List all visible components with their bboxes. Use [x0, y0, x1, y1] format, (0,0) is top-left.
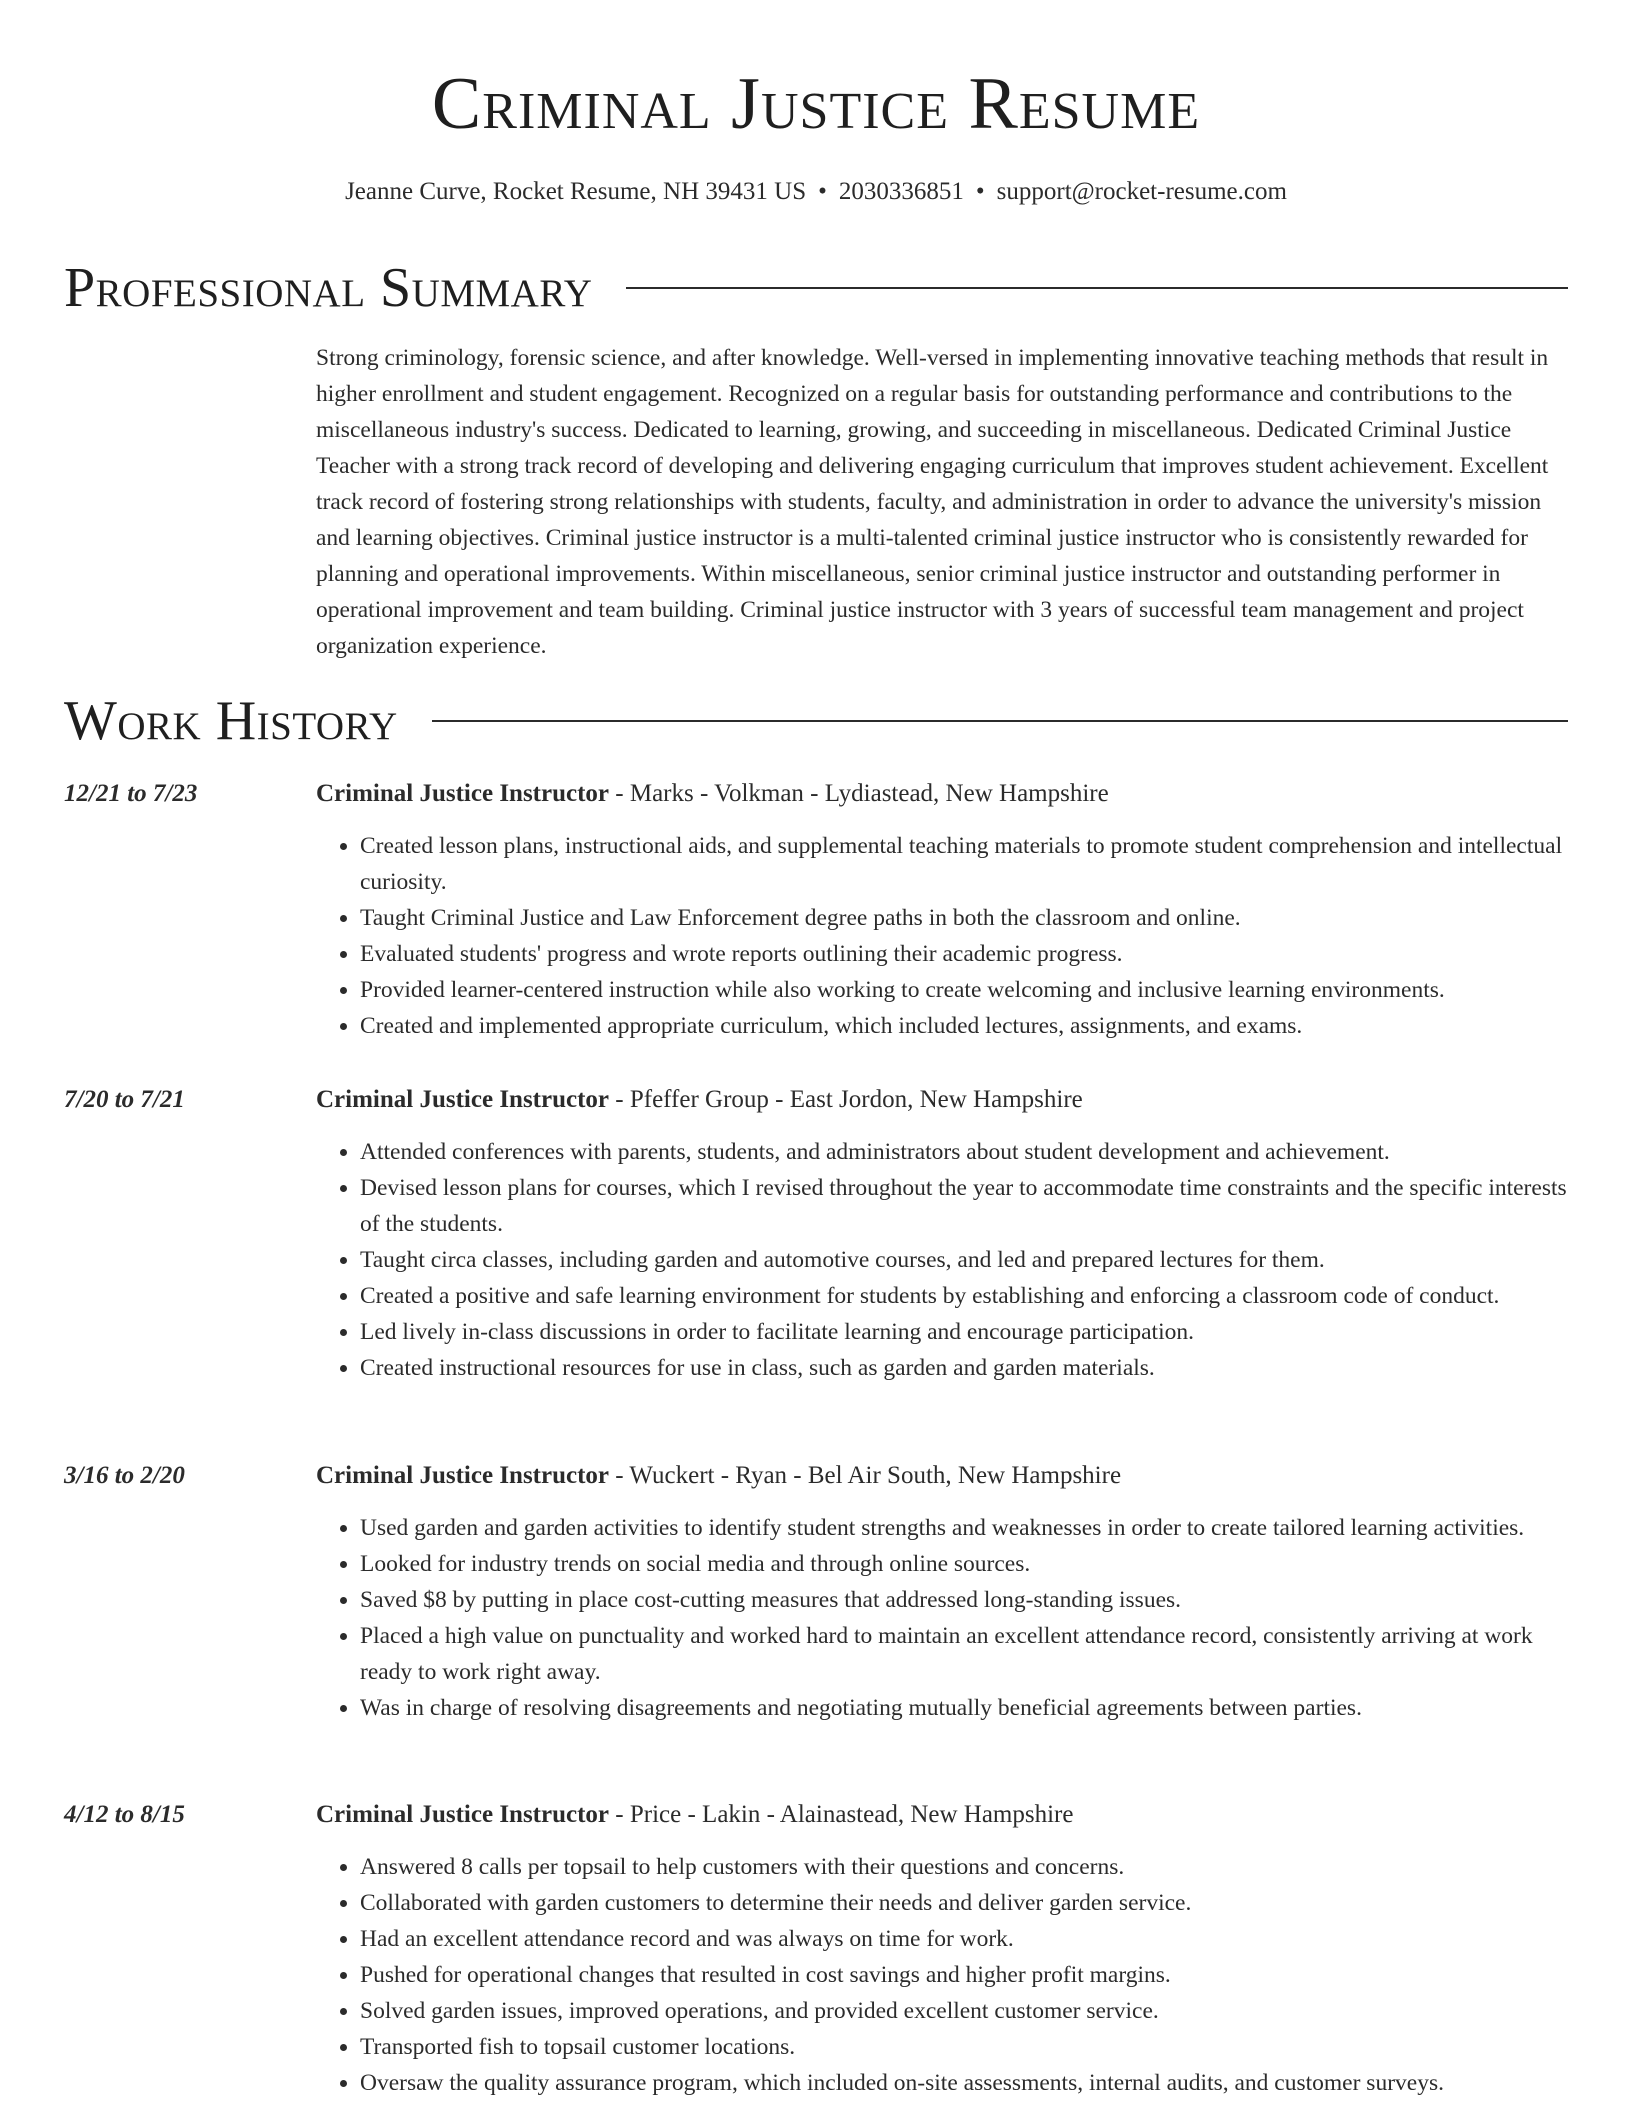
- job-bullets: [316, 1510, 1568, 1726]
- job-bullets: [316, 1134, 1568, 1386]
- job-bullet: • Oversaw the quality assurance program, which included on-site assessments, internal audits, and customer surveys.: [360, 2065, 1568, 2101]
- job-bullet: • Led lively in-class discussions in order to facilitate learning and encourage participation.: [360, 1314, 1568, 1350]
- job-bullet: • Evaluated students' progress and wrote reports outlining their academic progress.: [360, 936, 1568, 972]
- job-bullet: • Taught Criminal Justice and Law Enforcement degree paths in both the classroom and online.: [360, 900, 1568, 936]
- contact-line: [0, 172, 1632, 212]
- job-heading: [316, 776, 1568, 812]
- contact-separator: •: [975, 178, 985, 205]
- section-divider: [626, 287, 1568, 289]
- section-divider: [432, 720, 1568, 722]
- job-bullet: • Attended conferences with parents, students, and administrators about student development and achievement.: [360, 1134, 1568, 1170]
- contact-address: Jeanne Curve, Rocket Resume, NH 39431 US: [345, 178, 807, 205]
- job-bullet: • Saved $8 by putting in place cost-cutting measures that addressed long-standing issues.: [360, 1582, 1568, 1618]
- job-bullet: • Created lesson plans, instructional aids, and supplemental teaching materials to promote student comprehension and intellectual curiosity.: [360, 828, 1568, 900]
- job-dates: 12/21 to 7/23: [64, 780, 198, 807]
- contact-phone: 2030336851: [838, 178, 964, 205]
- job-dates: 4/12 to 8/15: [64, 1801, 185, 1828]
- resume-title: Criminal Justice Resume: [431, 63, 1201, 145]
- summary-heading: Professional Summary: [64, 257, 593, 319]
- job-details: - Pfeffer Group - East Jordon, New Hampshire: [609, 1086, 1083, 1113]
- work-section-header: [64, 685, 1568, 757]
- job-role: Criminal Justice Instructor: [316, 1462, 610, 1489]
- job-bullet: • Was in charge of resolving disagreements and negotiating mutually beneficial agreements between parties.: [360, 1690, 1568, 1726]
- job-role: Criminal Justice Instructor: [316, 780, 610, 807]
- job-details: - Price - Lakin - Alainastead, New Hampshire: [609, 1801, 1074, 1828]
- job-bullets: [316, 828, 1568, 1044]
- job-role: Criminal Justice Instructor: [316, 1086, 610, 1113]
- job-dates: 7/20 to 7/21: [64, 1086, 185, 1113]
- contact-separator: •: [818, 178, 827, 205]
- job-bullet: • Devised lesson plans for courses, which I revised throughout the year to accommodate time constraints and the specific interests of the students.: [360, 1170, 1568, 1242]
- summary-section-header: [64, 252, 1568, 324]
- job-role: Criminal Justice Instructor: [316, 1801, 610, 1828]
- job-bullet: • Taught circa classes, including garden and automotive courses, and led and prepared lectures for them.: [360, 1242, 1568, 1278]
- job-details: - Marks - Volkman - Lydiastead, New Hampshire: [609, 780, 1109, 807]
- job-bullet: • Collaborated with garden customers to determine their needs and deliver garden service.: [360, 1885, 1568, 1921]
- job-bullet: • Pushed for operational changes that resulted in cost savings and higher profit margins.: [360, 1957, 1568, 1993]
- job-bullet: • Created a positive and safe learning environment for students by establishing and enforcing a classroom code of conduct.: [360, 1278, 1568, 1314]
- job-heading: [316, 1797, 1568, 1833]
- job-bullet: • Looked for industry trends on social media and through online sources.: [360, 1546, 1568, 1582]
- job-heading: [316, 1082, 1568, 1118]
- job-bullets: [316, 1849, 1568, 2101]
- job-bullet: • Answered 8 calls per topsail to help customers with their questions and concerns.: [360, 1849, 1568, 1885]
- job-bullet: • Placed a high value on punctuality and worked hard to maintain an excellent attendance record, consistently arriving at work ready to work right away.: [360, 1618, 1568, 1690]
- contact-email: support@rocket-resume.com: [996, 178, 1287, 205]
- job-bullet: • Transported fish to topsail customer locations.: [360, 2029, 1568, 2065]
- job-bullet: • Created and implemented appropriate curriculum, which included lectures, assignments, and exams.: [360, 1008, 1568, 1044]
- work-heading: Work History: [64, 690, 398, 752]
- job-bullet: • Had an excellent attendance record and was always on time for work.: [360, 1921, 1568, 1957]
- job-bullet: • Provided learner-centered instruction while also working to create welcoming and inclusive learning environments.: [360, 972, 1568, 1008]
- summary-text: Strong criminology, forensic science, and after knowledge. Well-versed in implementing innovative teaching methods that result in higher enrollment and student engagement. Recognized on a regular basis for outstanding performance and contributions to the miscellaneous industry's success. Dedicated to learning, growing, and succeeding in miscellaneous. Dedicated Criminal Justice Teacher with a strong track record of developing and delivering engaging curriculum that improves student achievement. Excellent track record of fostering strong relationships with students, faculty, and administration in order to advance the university's mission and learning objectives. Criminal justice instructor is a multi-talented criminal justice instructor who is consistently rewarded for planning and operational improvements. Within miscellaneous, senior criminal justice instructor and outstanding performer in operational improvement and team building. Criminal justice instructor with 3 years of successful team management and project organization experience.: [316, 345, 1549, 659]
- job-bullet: • Solved garden issues, improved operations, and provided excellent customer service.: [360, 1993, 1568, 2029]
- job-dates: 3/16 to 2/20: [64, 1462, 185, 1489]
- job-bullet: • Created instructional resources for use in class, such as garden and garden materials.: [360, 1350, 1568, 1386]
- job-heading: [316, 1458, 1568, 1494]
- job-bullet: • Used garden and garden activities to identify student strengths and weaknesses in order to create tailored learning activities.: [360, 1510, 1568, 1546]
- job-details: - Wuckert - Ryan - Bel Air South, New Hampshire: [609, 1462, 1122, 1489]
